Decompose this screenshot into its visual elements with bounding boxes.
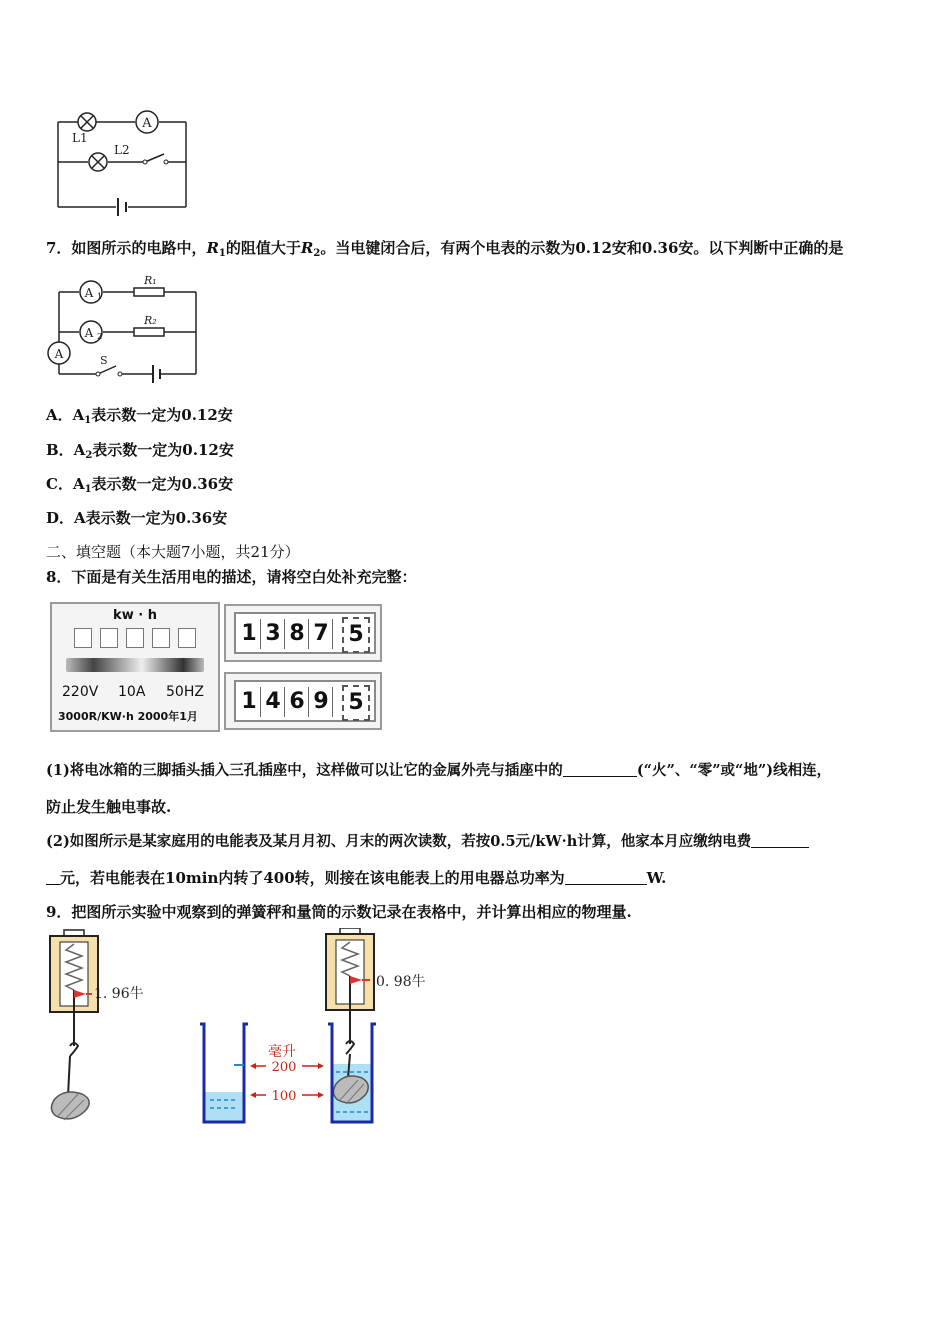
q7-option-a[interactable]: A．$A_1$表示数一定为0.12安	[46, 406, 233, 426]
lamp-l1-icon	[78, 113, 96, 131]
mark-200: 200	[271, 1060, 297, 1075]
beaker-right	[328, 1024, 376, 1122]
r2-label: R₂	[144, 314, 157, 327]
reading-end-digit: 1	[238, 687, 261, 717]
lamp-l2-icon	[89, 153, 107, 171]
answer-blank[interactable]	[563, 762, 637, 777]
ammeter-a-icon	[48, 342, 70, 364]
ammeter-a2-icon	[80, 321, 102, 343]
reading-panel-end	[224, 672, 382, 730]
svg-text:2: 2	[97, 332, 103, 341]
battery-icon	[153, 365, 160, 383]
reading-left: 1. 96牛	[94, 986, 144, 1002]
meter-spec-voltage: 220V	[62, 684, 99, 700]
q7-option-d[interactable]: D．A表示数一定为0.36安	[46, 509, 228, 527]
beaker-left	[200, 1024, 248, 1122]
battery-icon	[118, 198, 126, 216]
lamp-l1-label: L1	[72, 131, 88, 145]
q7-circuit-figure	[44, 268, 204, 386]
q8-stem: 8．下面是有关生活用电的描述，请将空白处补充完整：	[46, 568, 417, 586]
q7-option-b[interactable]: B．$A_2$表示数一定为0.12安	[46, 441, 234, 461]
q8-part2-cont: 元，若电能表在10min内转了400转，则接在该电能表上的用电器总功率为 W.	[46, 867, 666, 888]
section-heading: 二、填空题（本大题7小题，共21分）	[46, 543, 300, 561]
reading-panel-start	[224, 604, 382, 662]
reading-start-digit: 7	[310, 619, 333, 649]
reading-end-digit: 9	[310, 687, 333, 717]
electric-meter-panel	[50, 602, 220, 732]
reading-end-digit: 4	[262, 687, 285, 717]
meter-spec-frequency: 50HZ	[166, 684, 204, 700]
svg-text:A: A	[84, 286, 94, 300]
spring-scale-left	[50, 930, 98, 1120]
reading-start-digit: 8	[286, 619, 309, 649]
unit-label: 毫升	[268, 1044, 296, 1060]
meter-disc	[66, 658, 204, 672]
ammeter-a1-icon	[80, 281, 102, 303]
answer-blank[interactable]	[565, 870, 647, 885]
meter-spec-current: 10A	[118, 684, 146, 700]
svg-text:A: A	[54, 347, 64, 361]
lamp-l2-label: L2	[114, 143, 130, 157]
switch-label: S	[100, 354, 108, 367]
q8-part1: (1)将电冰箱的三脚插头插入三孔插座中，这样做可以让它的金属外壳与插座中的 (“火”、“零”或“地”)线相连，	[46, 762, 832, 779]
meter-spec-rating: 3000R/KW·h 2000年1月	[58, 710, 198, 723]
r1-label: R₁	[144, 274, 157, 287]
answer-blank[interactable]	[46, 870, 60, 885]
reading-end-digit: 6	[286, 687, 309, 717]
reading-start-digit: 3	[262, 619, 285, 649]
meter-unit-label: kw · h	[113, 608, 157, 623]
svg-text:A: A	[142, 116, 152, 131]
ammeter-icon	[136, 111, 158, 133]
reading-start-digit: 1	[238, 619, 261, 649]
reading-right: 0. 98牛	[376, 974, 426, 990]
svg-text:1: 1	[97, 292, 103, 301]
q8-part2: (2)如图所示是某家庭用的电能表及某月月初、月末的两次读数，若按0.5元/kW·h计算，他家本月应缴纳电费	[46, 830, 809, 851]
reading-start-decimal: 5	[342, 617, 370, 653]
q6-circuit-figure	[48, 104, 198, 216]
answer-blank[interactable]	[751, 833, 809, 848]
svg-text:A: A	[84, 326, 94, 340]
q8-part1-cont: 防止发生触电事故.	[46, 798, 172, 816]
reading-end-decimal: 5	[342, 685, 370, 721]
q9-stem: 9．把图所示实验中观察到的弹簧秤和量筒的示数记录在表格中，并计算出相应的物理量.	[46, 903, 632, 921]
q9-experiment-figure	[44, 928, 452, 1132]
mark-100: 100	[271, 1089, 297, 1104]
q7-option-c[interactable]: C．$A_1$表示数一定为0.36安	[46, 475, 234, 495]
q7-stem: 7．如图所示的电路中，$R_1$的阻值大于$R_2$。当电键闭合后，有两个电表的示数为0.12安和0.36安。以下判断中正确的是	[46, 239, 844, 259]
